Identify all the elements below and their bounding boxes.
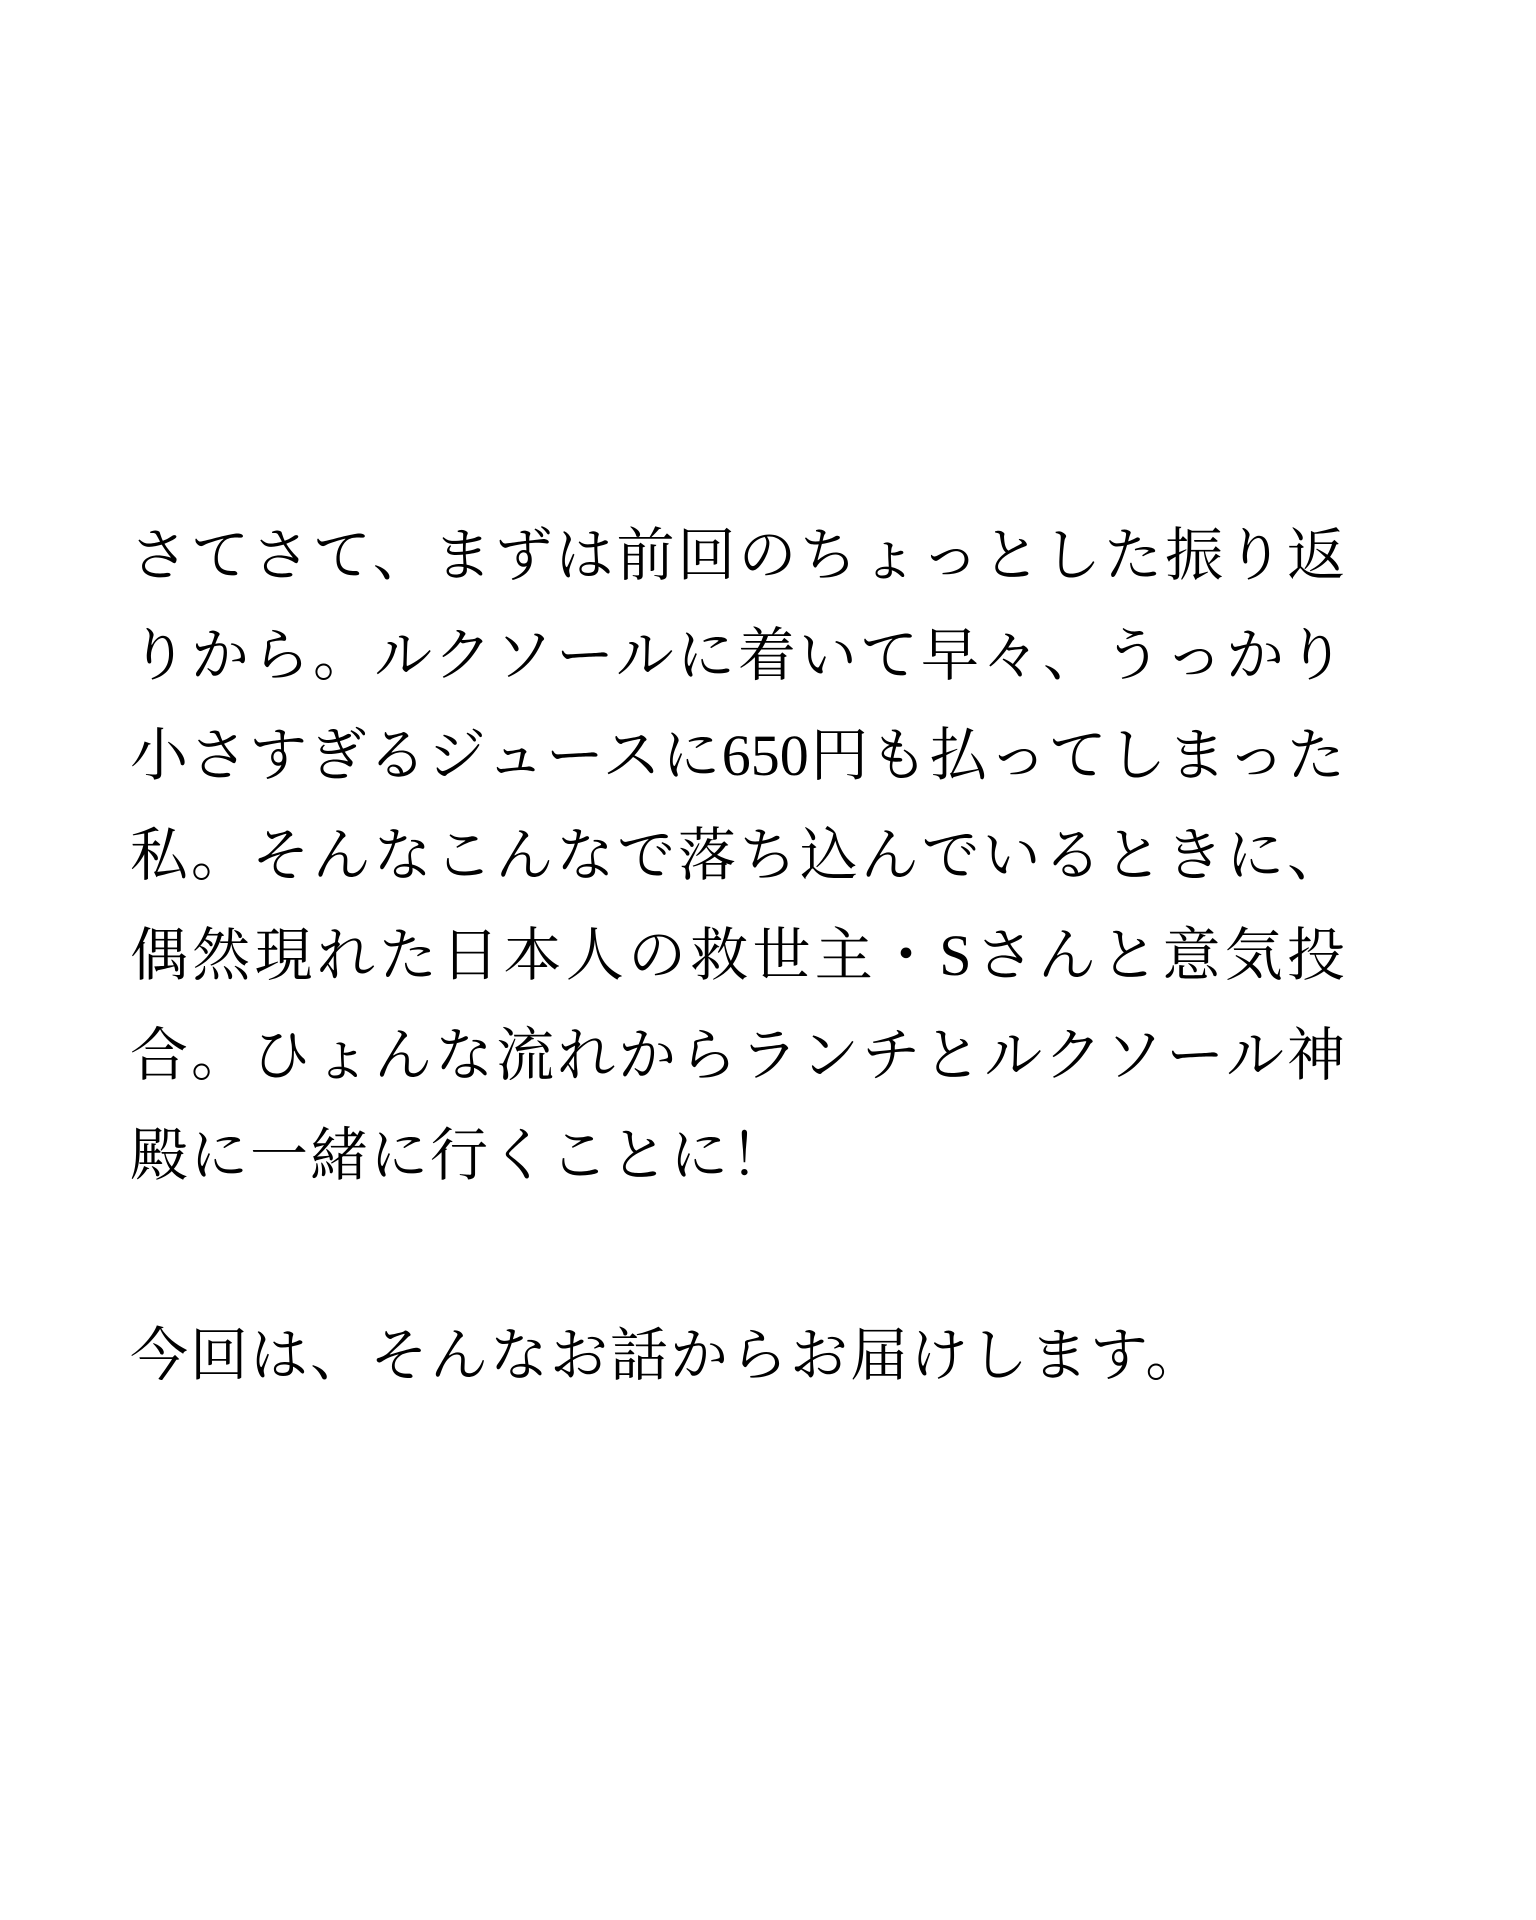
text-line: 小さすぎるジュースに650円も払ってしまった (130, 723, 1345, 788)
text-line: 偶然現れた日本人の救世主・Sさんと意気投 (130, 923, 1345, 988)
text-line: 今回は、そんなお話からお届けします。 (130, 1323, 1206, 1388)
paragraph-1 (130, 506, 1345, 1206)
text-line: りから。ルクソールに着いて早々、うっかり (130, 623, 1345, 688)
article-text (130, 506, 1345, 1406)
text-line: さてさて、まずは前回のちょっとした振り返 (130, 523, 1345, 588)
paragraph-2 (130, 1306, 1345, 1406)
text-line: 私。そんなこんなで落ち込んでいるときに、 (130, 823, 1345, 888)
text-line: 殿に一緒に行くことに！ (130, 1123, 791, 1188)
text-line: 合。ひょんな流れからランチとルクソール神 (130, 1023, 1345, 1088)
